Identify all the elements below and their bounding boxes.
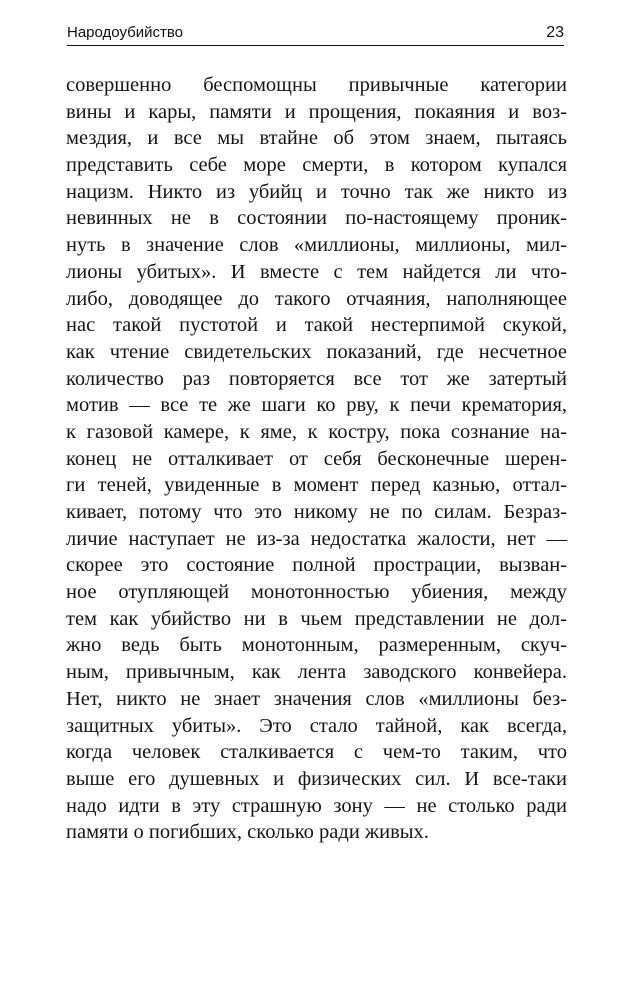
text-line: вины и кары, памяти и прощения, покаяния и воз- [66,100,567,123]
text-line: скорее это состояние полной прострации, вызван- [66,554,567,577]
text-line: ным, привычным, как лента заводского конвейера. [66,661,567,684]
body-text [66,72,567,846]
text-line: как чтение свидетельских показаний, где несчетное [66,340,567,363]
text-line: количество раз повторяется все тот же затертый [66,367,567,390]
text-line: конец не отталкивает от себя бесконечные шерен- [66,447,567,470]
text-line: мездия, и все мы втайне об этом знаем, пытаясь [66,127,567,150]
text-line: тем как убийство ни в чьем представлении не дол- [66,607,567,630]
text-line: когда человек сталкивается с чем-то таким, что [66,741,567,764]
chapter-title: Народоубийство [67,24,183,41]
text-line: Нет, никто не знает значения слов «миллионы без- [66,687,567,710]
text-line: невинных не в состоянии по-настоящему проник- [66,207,567,230]
text-line: выше его душевных и физических сил. И все-таки [66,767,567,790]
text-line: мотив — все те же шаги ко рву, к печи крематория, [66,394,567,417]
text-line: нас такой пустотой и такой нестерпимой скукой, [66,314,567,337]
text-line: ное отупляющей монотонностью убиения, между [66,581,567,604]
text-line: либо, доводящее до такого отчаяния, наполняющее [66,287,567,310]
text-line: кивает, потому что это никому не по силам. Безраз- [66,501,567,523]
header-rule [67,45,564,46]
text-line-last: памяти о погибших, сколько ради живых. [66,821,429,844]
text-line: ги теней, увиденные в момент перед казнью, оттал- [66,474,567,497]
text-line: совершенно беспомощны привычные категории [66,74,567,96]
text-line: жно ведь быть монотонным, размеренным, скуч- [66,634,567,657]
page-number: 23 [546,24,564,41]
running-head [67,22,564,44]
text-line: лионы убитых». И вместе с тем найдется ли что- [66,260,567,283]
text-line: к газовой камере, к яме, к костру, пока сознание на- [66,420,567,443]
text-line: нацизм. Никто из убийц и точно так же никто из [66,180,567,203]
text-line: защитных убиты». Это стало тайной, как всегда, [66,714,567,737]
text-line: нуть в значение слов «миллионы, миллионы, мил- [66,234,567,257]
text-line: надо идти в эту страшную зону — не столько ради [66,794,567,817]
text-line: представить себе море смерти, в котором купался [66,154,567,177]
text-line: личие наступает не из-за недостатка жалости, нет — [66,527,567,550]
